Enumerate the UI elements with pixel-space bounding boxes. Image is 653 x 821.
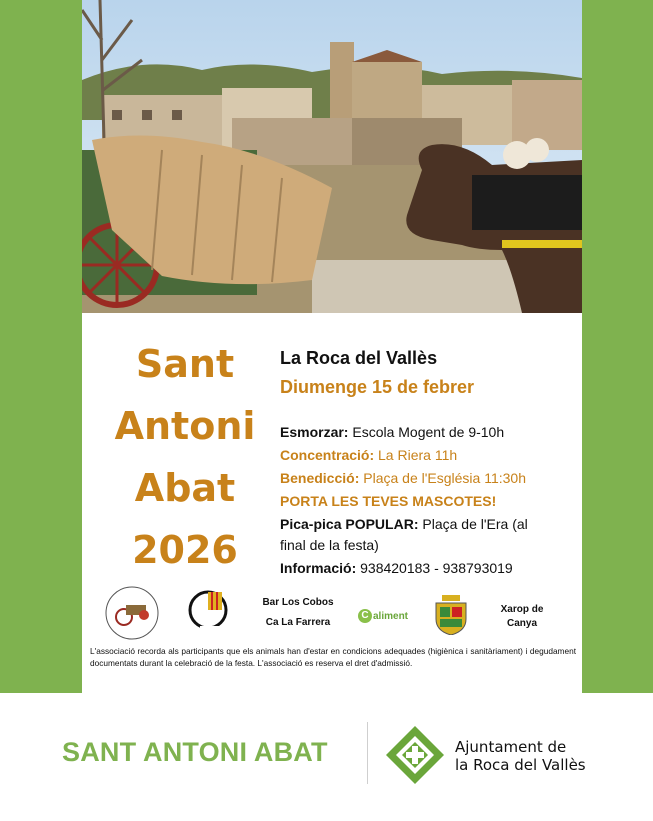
footer-divider <box>367 722 368 784</box>
event-picapica <box>280 515 578 534</box>
arrieros-logo <box>104 585 160 641</box>
event-label: Concentració: <box>280 447 375 463</box>
event-label: Informació: <box>280 560 357 576</box>
title-line-1: Sant <box>135 342 235 386</box>
event-label: Esmorzar: <box>280 424 349 440</box>
footer-org-line1: Ajuntament de <box>455 738 567 756</box>
sponsor-xarop-line2: Canya <box>506 618 537 629</box>
event-label: Benedicció: <box>280 470 360 486</box>
horse-cart-photo <box>82 0 582 313</box>
event-poster <box>82 0 582 693</box>
caliment-text: aliment <box>373 610 409 622</box>
ajuntament-logo-icon <box>384 724 446 786</box>
event-esmorzar <box>280 423 578 442</box>
event-value: La Riera 11h <box>378 447 458 463</box>
event-concentracio <box>280 446 578 465</box>
town-name: La Roca del Vallès <box>280 348 438 368</box>
event-value: Plaça de l'Era (al <box>422 516 528 532</box>
event-picapica-cont: final de la festa) <box>280 537 379 553</box>
caliment-logo <box>358 609 408 623</box>
sponsor-bar-line1: Bar Los Cobos <box>262 597 334 608</box>
event-value: Escola Mogent de 9-10h <box>352 424 505 440</box>
event-benediccio <box>280 469 578 488</box>
sponsor-bar-line2: Ca La Farrera <box>265 617 331 628</box>
title-line-3: Abat <box>134 466 236 510</box>
caliment-c-icon: C <box>358 609 372 623</box>
event-label: Pica-pica POPULAR: <box>280 516 419 532</box>
footer-title: SANT ANTONI ABAT <box>62 737 328 767</box>
footer-org-name <box>455 738 586 774</box>
title-line-2: Antoni <box>114 404 256 448</box>
footer-org-line2: la Roca del Vallès <box>455 756 586 774</box>
event-date: Diumenge 15 de febrer <box>280 377 475 397</box>
municipal-shield-icon <box>434 595 468 635</box>
sponsor-xarop-line1: Xarop de <box>500 604 544 615</box>
event-value: Plaça de l'Església 11:30h <box>363 470 526 486</box>
admission-notice: L'associació recorda als participants que els animals han d'estar en condicions adequades (higiènica i sanitàriament) i degudament documentats durant la celebració de la festa. L'associació es reserva el dret d'admissió. <box>90 646 576 668</box>
event-info <box>280 559 578 578</box>
pets-callout: PORTA LES TEVES MASCOTES! <box>280 493 497 509</box>
federacio-logo <box>186 588 236 638</box>
title-line-4: 2026 <box>132 528 238 572</box>
event-value: 938420183 - 938793019 <box>360 560 513 576</box>
